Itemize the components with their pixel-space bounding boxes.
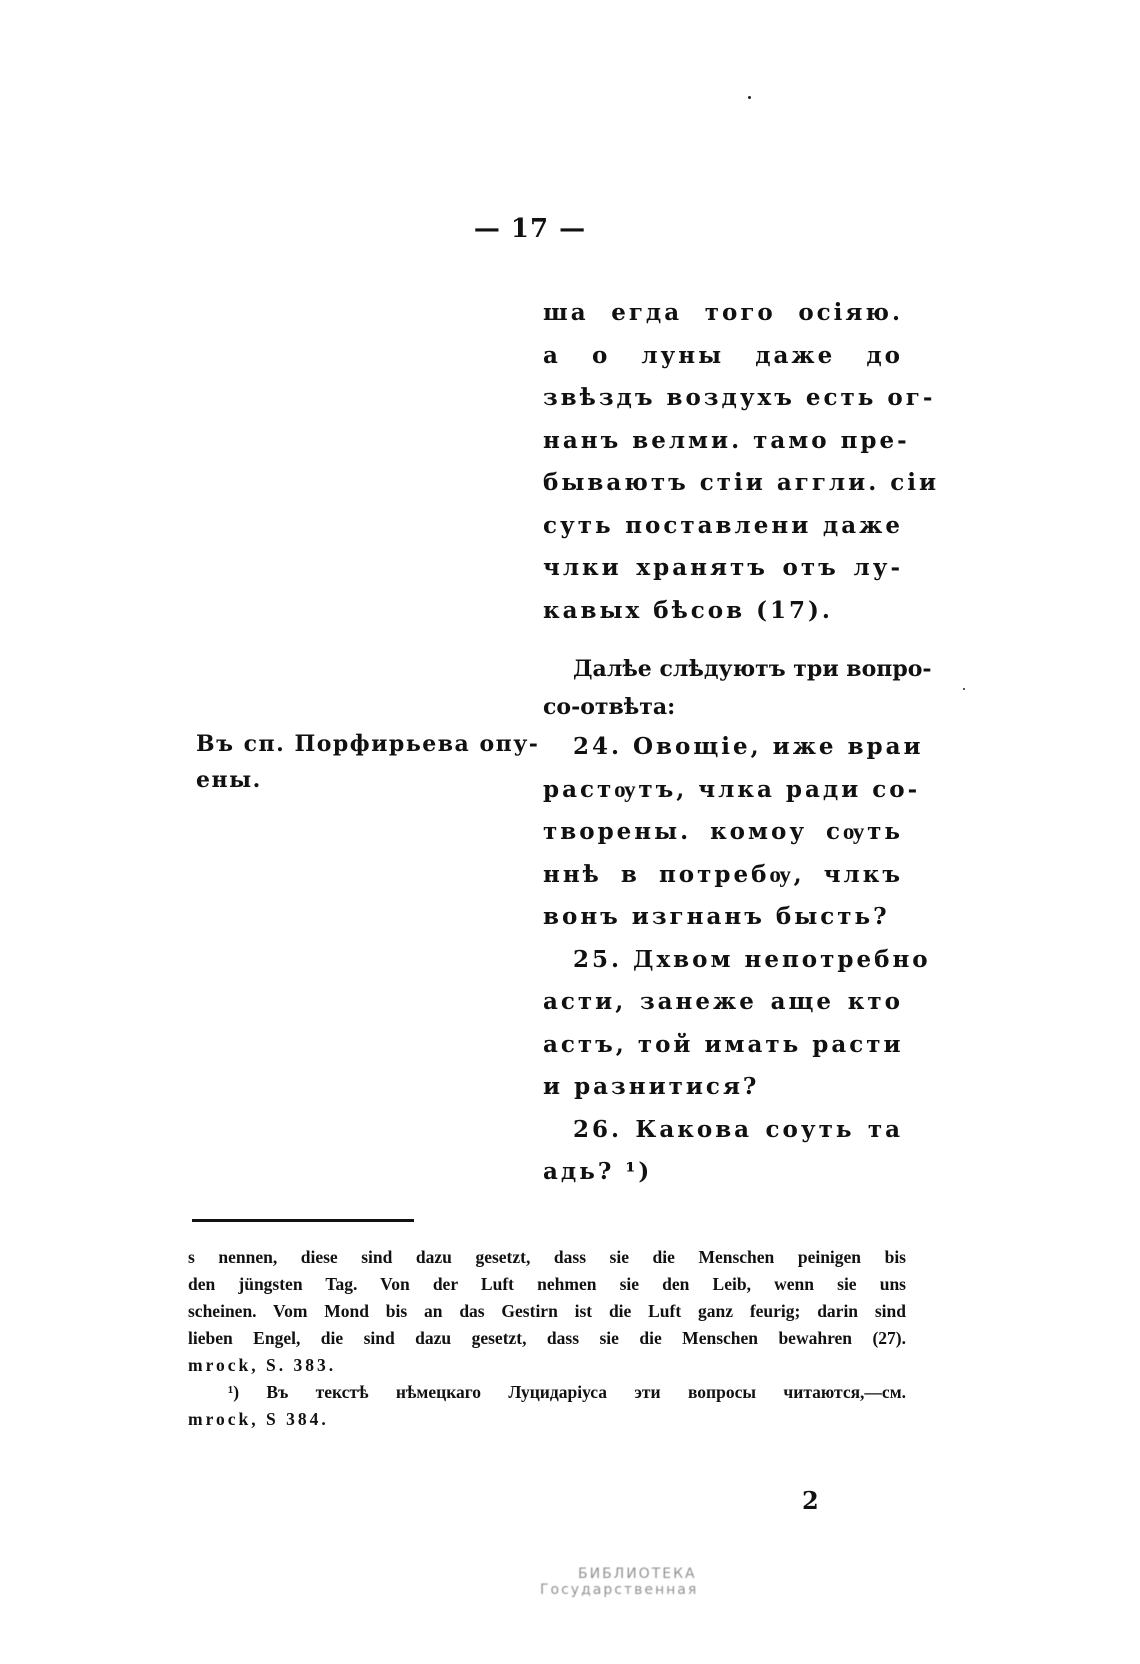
footnote-line: scheinen. Vom Mond bis an das Gestirn ist die Luft ganz feurig; darin sind [188,1301,906,1321]
library-stamp [540,1566,760,1622]
main-text-column [543,292,940,1194]
margin-note-line: ены. [196,767,262,793]
paragraph-gap [543,632,903,650]
question-25-line: астъ, той имать расти [543,1030,904,1058]
question-24-line: ннѣ в потребѹ, члкъ [543,860,903,888]
text-line: нанъ велми. тамо пре- [543,426,910,454]
footnote-line: lieben Engel, die sind dazu gesetzt, dass sie die Menschen bewahren (27). [188,1328,906,1348]
footnote-1-line: ¹) Въ текстѣ нѣмецкаго Луцидарiуса эти вопросы читаются,—см. [228,1382,906,1402]
text-line: суть поставлени даже [543,511,903,539]
text-line: а о луны даже до [543,341,903,369]
question-25-line: 25. Дхвом непотребно [573,945,931,973]
signature-mark: 2 [802,1486,819,1515]
text-line: бываютъ стiи аггли. сiи [543,469,940,496]
question-24-line: растѹтъ, члка ради со- [543,775,921,803]
intro-line: Далѣе слѣдуютъ три вопро- [573,656,932,682]
print-speck [748,96,751,99]
text-line: звѣздъ воздухъ есть ог- [543,384,936,411]
text-line: члки хранятъ отъ лу- [543,554,903,581]
question-25-line: асти, занеже аще кто [543,988,903,1015]
footnotes [188,1244,906,1433]
question-24-line: 24. Овощiе, иже враи [573,733,924,760]
footnote-divider [192,1219,414,1222]
text-line: ша егда того осiяю. [543,299,903,326]
question-24-line: творены. комоу сѹть [543,818,903,845]
margin-note [196,726,540,798]
print-speck [963,688,965,690]
footnote-line: s nennen, diese sind dazu gesetzt, dass sie die Menschen peinigen bis [188,1247,906,1267]
margin-note-line: Въ сп. Порфирьева опу- [196,731,540,757]
footnote-line: mrock, S. 383. [188,1355,337,1375]
footnote-line: den jüngsten Tag. Von der Luft nehmen sie den Leib, wenn sie uns [188,1274,906,1294]
intro-line: со-отвѣта: [543,694,676,720]
text-line: кавых бѣсов (17). [543,596,833,624]
question-24-line: вонъ изгнанъ бысть? [543,903,890,930]
question-26-line: адь? ¹) [543,1158,653,1185]
footnote-1-line: mrock, S 384. [188,1409,329,1429]
question-26-line: 26. Какова соуть та [573,1115,903,1143]
question-25-line: и разнитися? [543,1073,760,1100]
page-number: — 17 — [473,214,587,244]
stamp-line: БИБЛИОТЕКА [578,1566,697,1582]
stamp-line: Государственная [540,1582,699,1598]
